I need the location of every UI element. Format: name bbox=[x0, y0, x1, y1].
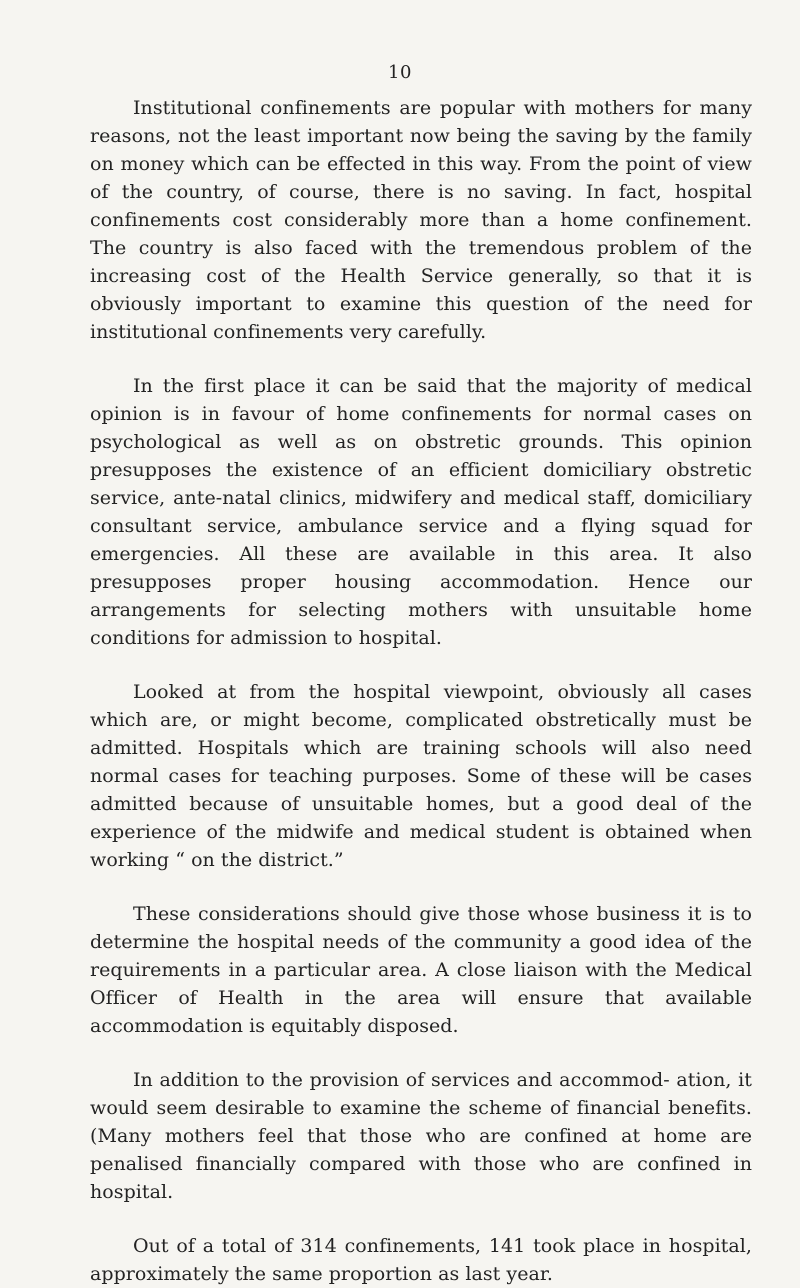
page-number: 10 bbox=[388, 62, 412, 83]
paragraph-hospital-viewpoint: Looked at from the hospital viewpoint, obviously all cases which are, or might become, complicated obstretically must be admitted. Hospitals which are training schools will also need normal cases for teaching purposes. Some of these will be cases admitted because of unsuitable homes, but a good deal of the experience of the midwife and medical student is obtained when working “ on the district.” bbox=[90, 681, 752, 871]
paragraph-confinement-totals: Out of a total of 314 confinements, 141 took place in hospital, approximately the same proportion as last year. bbox=[90, 1235, 752, 1285]
paragraph-considerations: These considerations should give those whose business it is to determine the hospital needs of the community a good idea of the requirements in a particular area. A close liaison with the Medical Officer of Health in the area will ensure that available accommodation is equitably disposed. bbox=[90, 903, 752, 1037]
paragraph-institutional-confinements: Institutional confinements are popular with mothers for many reasons, not the least important now being the saving by the family on money which can be effected in this way. From the point of view of the country, of course, there is no saving. In fact, hospital confinements cost considerably more than a home confinement. The country is also faced with the tremendous problem of the increasing cost of the Health Service generally, so that it is obviously important to examine this question of the need for institutional confinements very carefully. bbox=[90, 97, 752, 343]
paragraph-financial-benefits: In addition to the provision of services and accommod- ation, it would seem desirable to examine the scheme of financial benefits. (Many mothers feel that those who are confined at home are penalised financially compared with those who are confined in hospital. bbox=[90, 1069, 752, 1203]
paragraph-medical-opinion: In the first place it can be said that the majority of medical opinion is in favour of home confinements for normal cases on psychological as well as on obstretic grounds. This opinion presupposes the existence of an efficient domiciliary obstretic service, ante-natal clinics, midwifery and medical staff, domiciliary consultant service, ambulance service and a flying squad for emergencies. All these are available in this area. It also presupposes proper housing accommodation. Hence our arrangements for selecting mothers with unsuitable home conditions for admission to hospital. bbox=[90, 375, 752, 649]
body-text bbox=[90, 94, 752, 1288]
